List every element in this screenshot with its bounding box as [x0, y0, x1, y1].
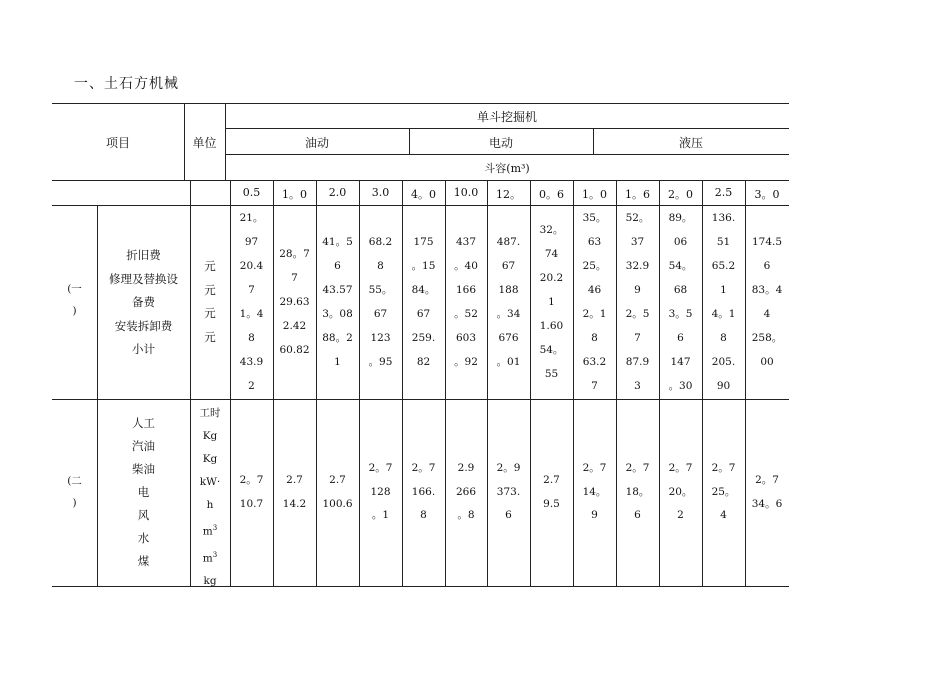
value-line: 3。08 [322, 308, 353, 320]
section-2-value-cell [359, 457, 402, 528]
value-line: 1 [334, 356, 341, 368]
value-line: 00 [760, 356, 774, 368]
value-line: 8 [420, 509, 427, 522]
section-2-value-cell [445, 457, 487, 528]
section-1-units [190, 255, 230, 349]
unit-label: $m^3$ [202, 550, 218, 564]
grid-line [225, 128, 789, 129]
value-line: 2.7 [329, 474, 346, 486]
capacity-size-cell: 2.0 [328, 186, 347, 199]
value-line: 2。7 [711, 462, 736, 475]
value-line: 54。 [539, 344, 564, 356]
value-line: 6 [677, 332, 684, 344]
value-line: 205. [711, 356, 736, 368]
section-1-value-cell [702, 206, 745, 398]
unit-label: 元 [204, 306, 216, 320]
unit-label: 元 [204, 282, 216, 297]
value-line: 88。2 [322, 332, 353, 344]
unit-label: Kg [202, 453, 218, 465]
value-line: 9 [634, 284, 641, 296]
value-line: 2。7 [368, 462, 393, 475]
value-line: 1 [720, 284, 727, 296]
section-1-value-cell [487, 230, 530, 374]
unit-label: $m^3$ [202, 524, 218, 538]
grid-line [273, 180, 274, 586]
capacity-size-cell: 1。6 [625, 188, 650, 201]
section-1-value-cell [573, 206, 616, 398]
section-2-value-cell [659, 457, 702, 528]
value-line: 603 [455, 332, 477, 344]
section-1-value-cell [745, 230, 789, 374]
value-line: 6 [634, 509, 641, 522]
section-2-value-cell [573, 457, 616, 528]
value-line: 46 [587, 284, 602, 296]
section-2-value-cell [487, 457, 530, 528]
value-line: 8 [248, 332, 255, 344]
value-line: 74 [544, 248, 559, 260]
value-line: 60.82 [279, 344, 310, 356]
value-line: 52。 [625, 212, 650, 224]
value-line: 2.7 [543, 474, 560, 486]
value-line: 84。 [411, 284, 436, 296]
cost-item-label: 安装拆卸费 [114, 318, 173, 333]
value-line: 2 [677, 509, 684, 522]
resource-item-label: 人工 [132, 416, 155, 430]
section-2-value-cell [702, 457, 745, 528]
value-line: 2 [248, 380, 255, 392]
value-line: 67 [501, 260, 516, 272]
value-line: 82 [416, 356, 431, 368]
capacity-size-cell: 10.0 [453, 186, 479, 199]
unit-label: 元 [204, 329, 216, 344]
grid-line [52, 399, 789, 400]
value-line: 174.5 [751, 236, 783, 248]
value-line: 43.9 [239, 356, 264, 368]
value-line: 20。 [668, 485, 693, 498]
value-line: 373. [496, 485, 521, 498]
section-1-label: (一 ) [67, 283, 82, 317]
value-line: 35。 [582, 212, 607, 224]
value-line: 32.9 [625, 260, 650, 272]
value-line: 。52 [454, 308, 478, 320]
value-line: 83。4 [751, 284, 783, 296]
value-line: 。8 [457, 509, 475, 522]
value-line: 25。 [711, 485, 736, 498]
capacity-size-cell: 2.5 [714, 186, 733, 199]
resource-item-label: 电 [137, 485, 150, 499]
value-line: 259. [411, 332, 436, 344]
section-title: 一、土石方机械 [74, 76, 179, 92]
cost-item-label: 修理及替换设 [109, 271, 178, 286]
resource-item-label: 柴油 [132, 462, 155, 476]
value-line: 21。 [239, 212, 264, 224]
value-line: 2。1 [582, 308, 607, 320]
value-line: 128 [370, 485, 391, 498]
section-1-value-cell [530, 218, 573, 386]
section-2-value-cell [316, 469, 359, 516]
value-line: 4 [763, 308, 771, 320]
unit-label: kg [203, 575, 217, 587]
value-line: 55。 [368, 284, 393, 296]
section-1-value-cell [659, 206, 702, 398]
value-line: 7 [634, 332, 641, 344]
capacity-size-cell: 3。0 [754, 188, 780, 201]
value-line: 7 [291, 272, 298, 284]
section-2-label: (二 ) [67, 475, 82, 509]
value-line: 100.6 [322, 497, 353, 510]
resource-item-label: 风 [137, 508, 150, 522]
value-line: 2。7 [625, 462, 650, 475]
value-line: 28。7 [279, 248, 310, 260]
section-2-value-cell [273, 469, 316, 516]
table-top-border [52, 103, 789, 104]
value-line: 166. [411, 485, 436, 498]
cost-item-label: 备费 [132, 295, 155, 309]
value-line: 。01 [496, 356, 521, 368]
section-1-items [97, 244, 190, 362]
cost-item-label: 折旧费 [126, 248, 161, 262]
section-2-items [97, 412, 190, 573]
value-line: 89。 [668, 212, 693, 224]
value-line: 20.2 [539, 272, 564, 284]
header-group-oil: 油动 [304, 136, 329, 150]
value-line: 87.9 [625, 356, 650, 368]
value-line: 2.9 [457, 462, 475, 475]
resource-item-label: 水 [137, 531, 150, 545]
value-line: 4。1 [711, 308, 736, 320]
value-line: 175 [413, 236, 434, 248]
section-1-value-cell [273, 242, 316, 362]
value-line: 2。9 [496, 462, 521, 475]
value-line: 68 [673, 284, 688, 296]
value-line: 90 [716, 380, 731, 392]
value-line: 2。7 [411, 462, 436, 475]
value-line: 。34 [496, 308, 521, 320]
value-line: 。95 [368, 356, 393, 368]
table-bottom-border [52, 586, 789, 587]
header-group-electric: 电动 [488, 136, 513, 150]
unit-label: h [206, 499, 214, 511]
value-line: 10.7 [239, 497, 264, 510]
value-line: 266 [455, 485, 477, 498]
value-line: 37 [630, 236, 645, 248]
value-line: 。15 [411, 260, 436, 272]
value-line: 34。6 [751, 497, 783, 510]
value-line: 3。5 [668, 308, 693, 320]
value-line: 18。 [625, 485, 650, 498]
section-1-value-cell [445, 230, 487, 374]
header-capacity: 斗容(m³) [484, 162, 530, 175]
unit-label: 元 [204, 259, 216, 273]
value-line: 8 [720, 332, 727, 344]
value-line: 43.57 [322, 284, 353, 296]
value-line: 6 [763, 260, 771, 272]
value-line: 63.2 [582, 356, 607, 368]
value-line: 1 [548, 296, 555, 308]
value-line: 25。 [582, 260, 607, 272]
capacity-size-cell: 1。0 [582, 188, 607, 201]
value-line: 。92 [454, 356, 478, 368]
value-line: 67 [416, 308, 431, 320]
capacity-size-cell: 3.0 [371, 186, 390, 199]
header-item: 项目 [105, 136, 130, 150]
section-2-value-cell [530, 469, 573, 516]
value-line: 2。7 [755, 474, 779, 486]
value-line: 32。 [539, 224, 564, 236]
value-line: 2。7 [239, 474, 264, 486]
value-line: 65.2 [711, 260, 736, 272]
capacity-size-cell: 4。0 [411, 188, 436, 201]
value-line: 41。5 [322, 236, 353, 248]
section-1-value-cell [616, 206, 659, 398]
value-line: 54。 [668, 260, 693, 272]
value-line: 147 [670, 356, 691, 368]
section-1-value-cell [316, 230, 359, 374]
value-line: 1.60 [539, 320, 564, 332]
value-line: 。1 [371, 509, 390, 522]
section-2-value-cell [616, 457, 659, 528]
value-line: 06 [673, 236, 688, 248]
capacity-size-cell: 2。0 [668, 188, 693, 201]
cost-item-label: 小计 [132, 342, 155, 356]
value-line: 20.4 [239, 260, 264, 272]
value-line: 123 [370, 332, 391, 344]
header-unit: 单位 [192, 136, 217, 150]
section-2-units [190, 402, 230, 593]
value-line: 63 [587, 236, 602, 248]
grid-line [225, 154, 789, 155]
resource-item-label: 煤 [137, 554, 150, 568]
section-1-value-cell [230, 206, 273, 398]
capacity-size-cell: 0。6 [539, 188, 564, 201]
value-line: 676 [498, 332, 519, 344]
value-line: 3 [634, 380, 641, 392]
value-line: 7 [591, 380, 598, 392]
capacity-size-cell: 1。0 [282, 188, 307, 201]
value-line: 258。 [751, 332, 783, 344]
grid-line [52, 180, 789, 181]
value-line: 8 [377, 260, 384, 272]
header-machine: 单斗挖掘机 [476, 110, 537, 124]
value-line: 14.2 [282, 497, 307, 510]
value-line: 6 [334, 260, 341, 272]
value-line: 437 [455, 236, 477, 248]
value-line: 2.42 [282, 320, 307, 332]
value-line: 2。7 [582, 462, 607, 475]
value-line: 。30 [668, 380, 693, 392]
value-line: 2。5 [625, 308, 650, 320]
section-1-value-cell [359, 230, 402, 374]
value-line: 8 [591, 332, 598, 344]
value-line: 9 [591, 509, 598, 522]
value-line: 7 [248, 284, 255, 296]
header-group-hydraulic: 液压 [678, 136, 703, 150]
value-line: 29.63 [279, 296, 310, 308]
value-line: 1。4 [239, 308, 264, 320]
value-line: 136. [711, 212, 736, 224]
value-line: 487. [496, 236, 521, 248]
section-2-value-cell [402, 457, 445, 528]
value-line: 2.7 [286, 474, 303, 486]
value-line: 55 [544, 368, 559, 380]
capacity-size-cell: 0.5 [242, 186, 261, 199]
value-line: 166 [455, 284, 477, 296]
capacity-size-cell: 12。 [496, 188, 521, 201]
value-line: 4 [720, 509, 727, 522]
value-line: 9.5 [543, 497, 560, 510]
value-line: 。40 [454, 260, 478, 272]
section-1-value-cell [402, 230, 445, 374]
value-line: 51 [716, 236, 731, 248]
value-line: 2。7 [668, 462, 693, 475]
value-line: 14。 [582, 485, 607, 498]
section-2-value-cell [230, 469, 273, 516]
value-line: 6 [505, 509, 512, 522]
value-line: 67 [373, 308, 388, 320]
resource-item-label: 汽油 [132, 439, 155, 453]
value-line: 188 [498, 284, 519, 296]
unit-label: kW· [199, 476, 221, 488]
unit-label: 工时 [199, 407, 221, 419]
value-line: 68.2 [368, 236, 393, 248]
value-line: 97 [244, 236, 259, 248]
section-2-value-cell [745, 469, 789, 516]
unit-label: Kg [202, 430, 218, 442]
